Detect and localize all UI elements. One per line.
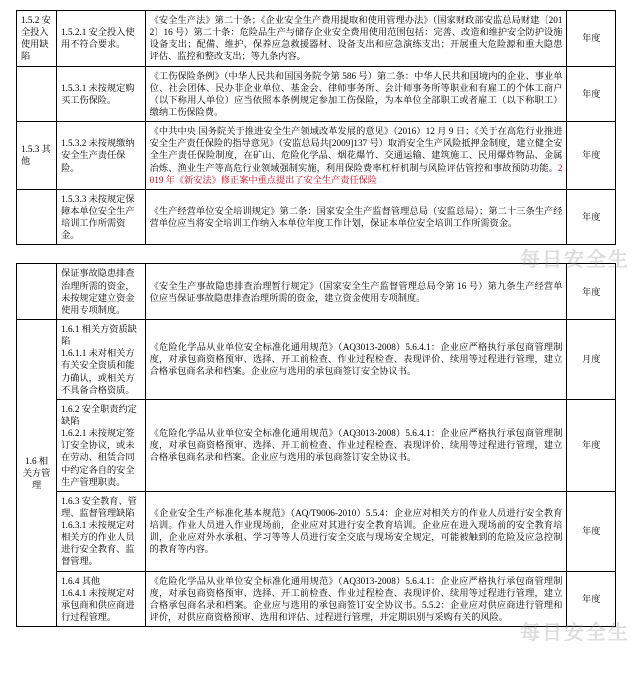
frequency-cell: 年度 xyxy=(567,66,616,122)
description-cell: 《安全生产事故隐患排查治理暂行规定》（国家安全生产监督管理总局令第 16 号）第九条生产经营单位应当保证事故隐患排查治理所需的资金，建立资金使用专项制度。 xyxy=(145,264,567,320)
item-cell: 1.5.3.3 未按规定保障本单位安全生产培训工作所需资金。 xyxy=(57,189,146,245)
category-cell xyxy=(57,571,146,627)
watermark-text: 每日安全生 xyxy=(520,622,630,644)
table-row xyxy=(17,66,616,122)
description-text: 《中共中央 国务院关于推进安全生产领域改革发展的意见》（2016）12 月 9 日；《关于在高危行业推进安全生产责任保险的指导意见》（安监总局共[2009]137 号）取消安全生产风险抵押金制度，建立健全安全生产责任保险制度，在矿山、危险化学品、烟花爆竹、交通运输、建筑施工、民用爆炸物品、金属冶炼、渔业生产等高危行业领域强制实施，利用保险费率杠杆机制与风险评估管控和事故预防功能。 xyxy=(149,126,563,173)
table-row xyxy=(17,319,616,399)
frequency-cell: 年度 xyxy=(567,11,616,67)
description-cell: 《危险化学品从业单位安全标准化通用规范》（AQ3013-2008）5.6.4.1：企业应严格执行承包商管理制度，对承包商资格预审、选择、开工前检查、作业过程检查、表现评价、续用等过程进行管理，建立合格承包商名录和档案。企业应与选用的承包商签订安全协议书。5.5.2：企业应对供应商进行管理和评价，对供应商资格预审、选用和评估、过程进行管理，并定期识别与采购有关的风险。 xyxy=(145,571,567,627)
item-cell: 保证事故隐患排查治理所需的资金，未按规定建立资金使用专项制度。 xyxy=(57,264,146,320)
table-row xyxy=(17,122,616,190)
description-cell: 《工伤保险条例》（中华人民共和国国务院令第 586 号）第二条：中华人民共和国境内的企业、事业单位、社会团体、民办非企业单位、基金会、律师事务所、会计师事务所等职业和有雇工的个体工商户（以下称用人单位）应当依照本条例规定参加工伤保险，为本单位全部职工或者雇工（以下称职工）缴纳工伤保险费。 xyxy=(145,66,567,122)
item-label: 1.6.2.1 未按规定签订安全协议，或未在劳动、租赁合同中约定各自的安全生产管理职责。 xyxy=(61,428,135,487)
description-cell: 《生产经营单位安全培训规定》第二条：国家安全生产监督管理总局（安监总局）；第二十三条生产经营单位应当将安全培训工作纳入本单位年度工作计划，保证本单位安全培训工作所需资金。 xyxy=(145,189,567,245)
table-row xyxy=(17,11,616,67)
table-row xyxy=(17,399,616,491)
description-cell: 《企业安全生产标准化基本规范》（AQ/T9006-2010）5.5.4：企业应对相关方的作业人员进行安全教育培训。作业人员进入作业现场前，企业应对其进行安全教育培训。企业应在进入现场前的安全教育培训，企业应对外水承租、学习等等人员进行安全交底与现场安全规定，可能被触到的危险及应急控制的教育等内容。 xyxy=(145,491,567,571)
frequency-cell: 年度 xyxy=(567,122,616,190)
category-cell xyxy=(17,264,57,320)
category-label: 1.6.4 其他 xyxy=(61,575,101,586)
item-label: 1.6.1.1 未对相关方有关安全资质和能力确认，或相关方不具备合格资质。 xyxy=(61,348,135,395)
top-spacer xyxy=(0,0,632,10)
frequency-cell: 年度 xyxy=(567,399,616,491)
frequency-cell: 年度 xyxy=(567,189,616,245)
frequency-cell: 年度 xyxy=(567,491,616,571)
description-highlight: 2019 年《新安法》修正案中重点提出了安全生产责任保险 xyxy=(149,162,563,185)
table-bottom xyxy=(16,263,616,627)
category-cell xyxy=(17,189,57,245)
category-label: 1.6.2 安全职责约定缺陷 xyxy=(61,403,137,426)
item-cell: 1.5.3.2 未按规缴纳安全生产责任保险。 xyxy=(57,122,146,190)
description-cell: 《危险化学品从业单位安全标准化通用规范》（AQ3013-2008）5.6.4.1：企业应严格执行承包商管理制度，对承包商资格预审、选择、开工前检查、作业过程检查、表现评价、续用等过程进行管理，建立合格承包商名录和档案。企业应与选用的承包商签订安全协议书。 xyxy=(145,399,567,491)
category-cell: 1.5.3 其他 xyxy=(17,122,57,190)
description-cell xyxy=(145,122,567,190)
frequency-cell: 年度 xyxy=(567,264,616,320)
item-label: 1.6.4.1 未按规定对承包商和供应商进行过程管理。 xyxy=(61,587,135,623)
table-row xyxy=(17,571,616,627)
item-cell: 1.5.3.1 未按规定购买工伤保险。 xyxy=(57,66,146,122)
category-cell xyxy=(57,491,146,571)
description-cell: 《安全生产法》第二十条；《企业安全生产费用提取和使用管理办法》（国家财政部安监总局财建〔2012〕16 号）第二十条：危险品生产与储存企业安全费用使用范围包括：完善、改造和维护安全防护设施设备支出；配備、维护、保养应急救援器材、设备支出和应急演练支出；开展重大危险源和重大隐患评估、监控和整改支出；等九条内容。 xyxy=(145,11,567,67)
table-row xyxy=(17,264,616,320)
category-cell xyxy=(57,319,146,399)
category-cell: 1.5.2 安全投入使用缺陷 xyxy=(17,11,57,67)
category-label: 1.6.1 相关方资质缺陷 xyxy=(61,323,137,347)
watermark-text: 每日安全生 xyxy=(520,249,630,271)
frequency-cell: 月度 xyxy=(567,319,616,399)
item-label: 1.6.3.1 未按规定对相关方的作业人员进行安全教育、监督管理。 xyxy=(61,520,135,567)
item-cell: 1.5.2.1 安全投入使用不符合要求。 xyxy=(57,11,146,67)
category-cell xyxy=(57,399,146,491)
frequency-cell: 年度 xyxy=(567,571,616,627)
group-cell: 1.6 相关方管理 xyxy=(17,319,57,626)
category-cell xyxy=(17,66,57,122)
category-label: 1.6.3 安全教育、管理、监督管理缺陷 xyxy=(61,495,137,518)
table-row xyxy=(17,491,616,571)
table-row xyxy=(17,189,616,245)
description-cell: 《危险化学品从业单位安全标准化通用规范》（AQ3013-2008）5.6.4.1：企业应严格执行承包商管理制度，对承包商资格预审、选择、开工前检查、作业过程检查、表现评价、续用等过程进行管理，建立合格承包商名录和档案。企业应与选用的承包商签订安全协议书。 xyxy=(145,319,567,399)
table-gap xyxy=(0,245,632,263)
table-top xyxy=(16,10,616,245)
